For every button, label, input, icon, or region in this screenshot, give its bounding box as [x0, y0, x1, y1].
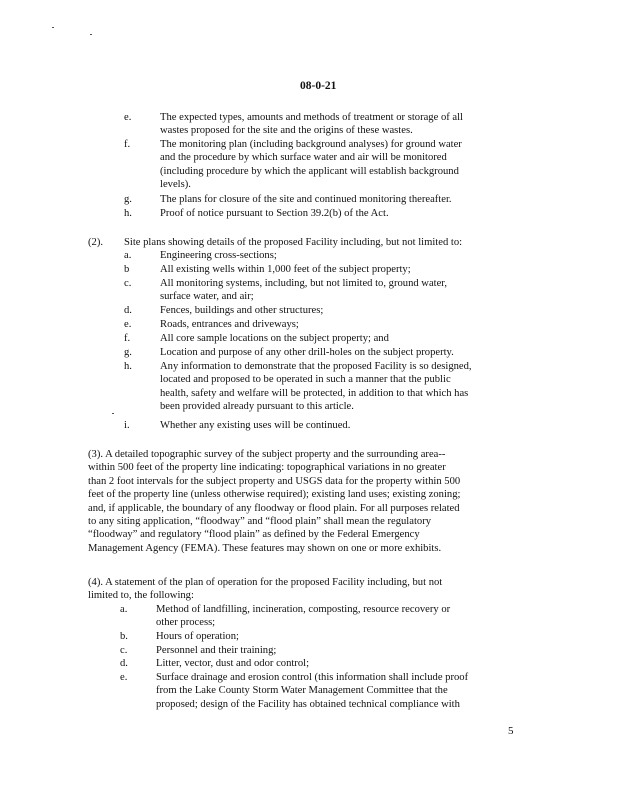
- list-item-marker: e.: [124, 112, 132, 123]
- list-item-text: The monitoring plan (including background analyses) for ground water: [160, 139, 462, 150]
- list-item-marker: e.: [124, 319, 132, 330]
- list-item-marker: g.: [124, 194, 132, 205]
- paragraph-line: (3). A detailed topographic survey of the subject property and the surrounding area--: [88, 449, 446, 460]
- scan-speck: [52, 27, 54, 28]
- list-item-text: (including procedure by which the applicant will establish background: [160, 165, 459, 177]
- list-item-marker: a.: [120, 604, 128, 615]
- list-item-text: Method of landfilling, incineration, composting, resource recovery or: [156, 604, 451, 615]
- list-item-marker: f.: [124, 139, 131, 150]
- list-item-text: other process;: [156, 617, 216, 629]
- paragraph-line: “floodway” and regulatory “flood plain” as defined by the Federal Emergency: [88, 529, 420, 541]
- list-item-text: located and proposed to be operated in such a manner that the public: [160, 374, 451, 386]
- list-item-text: proposed; design of the Facility has obtained technical compliance with: [156, 698, 460, 710]
- list-item-marker: i.: [124, 420, 130, 431]
- list-item-text: been provided already pursuant to this article.: [160, 401, 354, 413]
- list-item-marker: d.: [120, 658, 128, 669]
- list-item-text: All core sample locations on the subject property; and: [160, 333, 389, 344]
- list-item-marker: h.: [124, 208, 132, 219]
- scan-speck: [112, 413, 114, 414]
- list-item-marker: c.: [124, 278, 132, 289]
- list-item-marker: c.: [120, 645, 128, 656]
- list-item-text: The expected types, amounts and methods of treatment or storage of all: [160, 112, 464, 123]
- paragraph-line: (4). A statement of the plan of operation for the proposed Facility including, but not: [88, 577, 443, 588]
- list-item-text: Engineering cross-sections;: [160, 250, 277, 261]
- section-intro: Site plans showing details of the proposed Facility including, but not limited to:: [124, 237, 463, 248]
- list-item-marker: d.: [124, 305, 132, 316]
- list-item-text: surface water, and air;: [160, 291, 254, 303]
- list-item-text: Personnel and their training;: [156, 645, 277, 656]
- list-item-marker: b.: [120, 631, 128, 642]
- list-item-text: The plans for closure of the site and continued monitoring thereafter.: [160, 194, 452, 205]
- list-item-text: Hours of operation;: [156, 631, 239, 642]
- list-item-text: Roads, entrances and driveways;: [160, 319, 299, 330]
- scan-speck: [90, 34, 92, 35]
- list-item-text: Proof of notice pursuant to Section 39.2(b) of the Act.: [160, 208, 389, 219]
- list-item-marker: b: [124, 264, 130, 275]
- list-item-marker: a.: [124, 250, 132, 261]
- list-item-text: Surface drainage and erosion control (this information shall include proof: [156, 672, 469, 683]
- list-item-text: from the Lake County Storm Water Management Committee that the: [156, 685, 448, 697]
- list-item-text: levels).: [160, 179, 191, 191]
- list-item-marker: e.: [120, 672, 128, 683]
- list-item-text: and the procedure by which surface water and air will be monitored: [160, 152, 447, 164]
- list-item-text: All existing wells within 1,000 feet of the subject property;: [160, 264, 411, 275]
- list-item-text: Whether any existing uses will be continued.: [160, 420, 351, 431]
- list-item-text: Any information to demonstrate that the proposed Facility is so designed,: [160, 361, 472, 372]
- paragraph-line: than 2 foot intervals for the subject property and USGS data for the property within 500: [88, 475, 461, 487]
- paragraph-line: limited to, the following:: [88, 590, 194, 602]
- list-item-text: Litter, vector, dust and odor control;: [156, 658, 310, 669]
- list-item-text: health, safety and welfare will be protected, in addition to that which has: [160, 387, 469, 399]
- list-item-marker: h.: [124, 361, 132, 372]
- page-number: 5: [508, 725, 514, 737]
- list-item-text: All monitoring systems, including, but not limited to, ground water,: [160, 278, 448, 289]
- list-item-text: Location and purpose of any other drill-holes on the subject property.: [160, 347, 454, 358]
- list-item-marker: g.: [124, 347, 132, 358]
- list-item-text: wastes proposed for the site and the origins of these wastes.: [160, 125, 413, 137]
- paragraph-line: to any siting application, “floodway” and “flood plain” shall mean the regulatory: [88, 516, 432, 527]
- list-item-marker: f.: [124, 333, 131, 344]
- paragraph-line: Management Agency (FEMA). These features may shown on one or more exhibits.: [88, 542, 442, 554]
- section-number: (2).: [88, 237, 104, 248]
- document-number: 08-0-21: [300, 80, 337, 92]
- paragraph-line: feet of the property line (unless otherwise required); existing land uses; existing zoning;: [88, 489, 461, 501]
- list-item-text: Fences, buildings and other structures;: [160, 305, 324, 316]
- paragraph-line: and, if applicable, the boundary of any floodway or flood plain. For all purposes related: [88, 502, 460, 514]
- paragraph-line: within 500 feet of the property line indicating: topographical variations in no greater: [88, 462, 446, 474]
